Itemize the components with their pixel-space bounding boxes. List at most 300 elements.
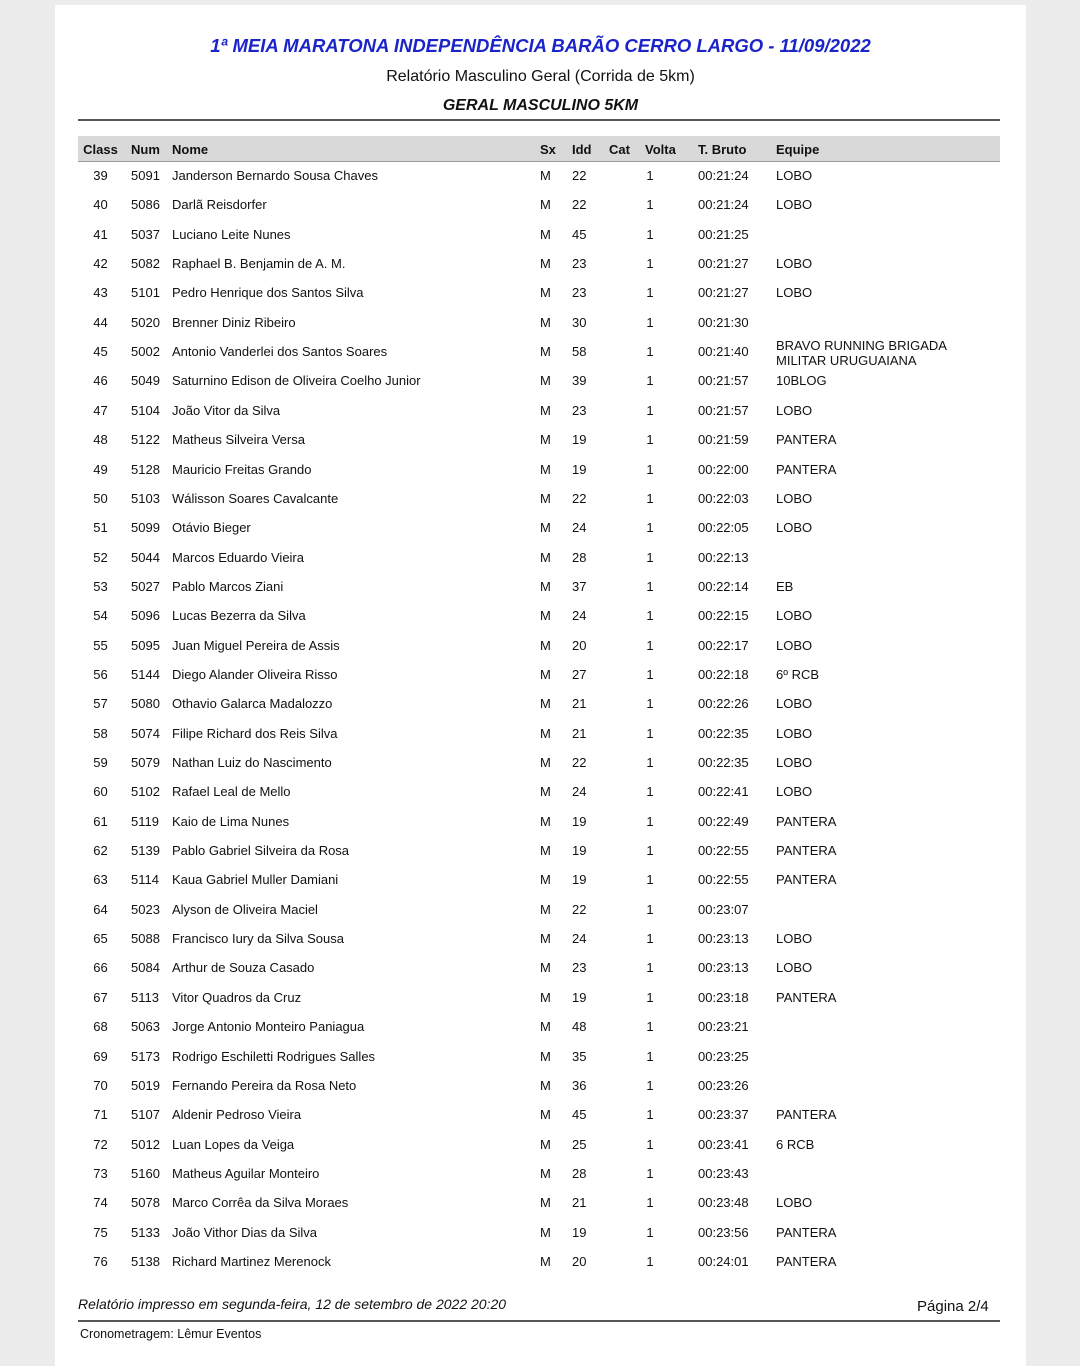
table-row [78,1013,1000,1042]
header-nome: Nome [172,142,209,157]
cell-bruto: 00:22:55 [698,872,749,888]
cell-volta: 1 [646,168,654,183]
cell-equipe: LOBO [776,402,813,418]
cell-nome: Matheus Silveira Versa [172,432,305,448]
cell-idd: 23 [572,256,587,272]
cell-bruto: 00:22:35 [698,725,749,741]
cell-equipe: LOBO [776,960,813,976]
table-row [78,602,1000,631]
cell-num: 5078 [131,1195,160,1211]
cell-nome: Janderson Bernardo Sousa Chaves [172,168,378,183]
cell-nome: Lucas Bezerra da Silva [172,608,306,624]
cell-num: 5114 [131,872,159,888]
cell-idd: 19 [572,813,587,829]
cell-class: 45 [93,344,108,360]
cell-sx: M [540,872,551,888]
cell-equipe: LOBO [776,285,813,301]
cell-idd: 45 [572,1107,587,1123]
cell-bruto: 00:23:21 [698,1019,749,1035]
cell-volta: 1 [646,1253,654,1269]
table-row [78,1131,1000,1160]
cell-idd: 21 [572,725,587,741]
cell-num: 5122 [131,432,160,448]
cell-sx: M [540,549,551,565]
cell-class: 57 [93,696,108,712]
cell-nome: Pedro Henrique dos Santos Silva [172,285,364,301]
table-row [78,984,1000,1013]
table-row [78,221,1000,250]
cell-volta: 1 [646,1107,654,1123]
cell-num: 5099 [131,520,160,536]
table-row [78,309,1000,338]
cell-sx: M [540,314,551,330]
cell-nome: Matheus Aguilar Monteiro [172,1165,320,1181]
table-row [78,1189,1000,1218]
cell-idd: 21 [572,696,587,712]
cell-sx: M [540,578,551,594]
cell-class: 55 [93,637,108,653]
cell-idd: 25 [572,1136,587,1152]
cell-bruto: 00:21:24 [698,168,749,183]
cell-bruto: 00:22:14 [698,578,749,594]
cell-class: 51 [93,520,108,536]
cell-bruto: 00:21:24 [698,197,749,213]
cell-num: 5173 [131,1048,160,1064]
cell-num: 5113 [131,989,159,1005]
cell-sx: M [540,1107,551,1123]
table-row [78,720,1000,749]
header-bruto: T. Bruto [698,142,747,157]
cell-sx: M [540,520,551,536]
table-row [78,896,1000,925]
cell-equipe: PANTERA [776,843,837,859]
cell-nome: Othavio Galarca Madalozzo [172,696,333,712]
cell-bruto: 00:23:26 [698,1077,749,1093]
cell-nome: Mauricio Freitas Grando [172,461,312,477]
cell-sx: M [540,226,551,242]
cell-nome: Fernando Pereira da Rosa Neto [172,1077,357,1093]
table-row [78,1101,1000,1130]
report-page [55,5,1026,1366]
cell-nome: Juan Miguel Pereira de Assis [172,637,340,653]
cell-idd: 36 [572,1077,587,1093]
cell-nome: João Vitor da Silva [172,402,281,418]
cell-sx: M [540,1077,551,1093]
cell-class: 39 [93,168,108,183]
cell-nome: Wálisson Soares Cavalcante [172,490,339,506]
table-row [78,1072,1000,1101]
cell-volta: 1 [646,1136,654,1152]
cell-idd: 30 [572,314,587,330]
cell-sx: M [540,197,551,213]
report-subtitle: Relatório Masculino Geral (Corrida de 5km) [386,68,695,85]
cell-equipe: LOBO [776,1195,813,1211]
cell-class: 50 [93,490,108,506]
cell-volta: 1 [646,520,654,536]
table-row [78,514,1000,543]
table-header [78,136,1000,162]
cell-equipe: LOBO [776,608,813,624]
cell-class: 65 [93,931,108,947]
cell-bruto: 00:21:40 [698,344,749,360]
cell-bruto: 00:22:26 [698,696,749,712]
cell-idd: 19 [572,843,587,859]
cell-class: 63 [93,872,108,888]
cell-volta: 1 [646,285,654,301]
cell-nome: João Vithor Dias da Silva [172,1224,318,1240]
cell-num: 5019 [131,1077,160,1093]
cell-nome: Luciano Leite Nunes [172,226,291,242]
table-row [78,837,1000,866]
cell-sx: M [540,666,551,682]
cell-nome: Marcos Eduardo Vieira [172,549,304,565]
cell-sx: M [540,608,551,624]
table-row [78,456,1000,485]
cell-nome: Raphael B. Benjamin de A. M. [172,256,346,272]
cell-idd: 19 [572,989,587,1005]
table-row [78,661,1000,690]
table-row [78,1043,1000,1072]
cell-num: 5023 [131,901,160,917]
cell-bruto: 00:21:27 [698,285,749,301]
table-row [78,632,1000,661]
cell-class: 47 [93,402,108,418]
cell-nome: Pablo Marcos Ziani [172,578,284,594]
cell-class: 72 [93,1136,108,1152]
cell-volta: 1 [646,843,654,859]
cell-class: 73 [93,1165,108,1181]
cell-idd: 28 [572,549,587,565]
cell-idd: 22 [572,755,587,770]
cell-class: 56 [93,666,108,682]
cell-idd: 45 [572,226,587,242]
cell-sx: M [540,1165,551,1181]
cell-bruto: 00:23:37 [698,1107,749,1123]
cell-idd: 20 [572,1253,587,1269]
cell-volta: 1 [646,373,654,389]
cell-sx: M [540,256,551,272]
cell-volta: 1 [646,725,654,741]
cell-idd: 22 [572,197,587,213]
cell-class: 59 [93,755,108,770]
cell-num: 5104 [131,402,160,418]
cell-volta: 1 [646,344,654,360]
cell-idd: 28 [572,1165,587,1181]
cell-idd: 58 [572,344,587,360]
cell-idd: 23 [572,285,587,301]
cell-num: 5063 [131,1019,160,1035]
cell-idd: 24 [572,931,587,947]
cell-num: 5102 [131,784,160,800]
cell-sx: M [540,755,551,770]
cell-class: 41 [93,226,108,242]
cell-bruto: 00:21:59 [698,432,749,448]
cell-sx: M [540,696,551,712]
cell-bruto: 00:23:07 [698,901,749,917]
header-sx: Sx [540,142,556,157]
cell-nome: Francisco Iury da Silva Sousa [172,931,344,947]
cell-num: 5012 [131,1136,160,1152]
cell-bruto: 00:22:13 [698,549,749,565]
cell-num: 5091 [131,168,160,183]
cell-sx: M [540,784,551,800]
cell-sx: M [540,1019,551,1035]
cell-bruto: 00:23:41 [698,1136,749,1152]
cell-volta: 1 [646,314,654,330]
cell-bruto: 00:21:57 [698,373,749,389]
cell-volta: 1 [646,666,654,682]
cell-class: 60 [93,784,108,800]
cell-equipe: 6 RCB [776,1136,815,1152]
cell-bruto: 00:23:13 [698,960,749,976]
cell-nome: Pablo Gabriel Silveira da Rosa [172,843,350,859]
cell-equipe: PANTERA [776,432,837,448]
cell-idd: 19 [572,1224,587,1240]
cell-sx: M [540,931,551,947]
cell-equipe: LOBO [776,168,813,183]
cell-volta: 1 [646,608,654,624]
header-equipe: Equipe [776,142,820,157]
cell-volta: 1 [646,1048,654,1064]
cell-idd: 20 [572,637,587,653]
cell-equipe: PANTERA [776,1253,837,1269]
cell-volta: 1 [646,402,654,418]
cell-num: 5080 [131,696,160,712]
cell-class: 46 [93,373,108,389]
cell-sx: M [540,843,551,859]
cell-equipe: PANTERA [776,461,837,477]
cell-equipe: PANTERA [776,813,837,829]
report-title: 1ª MEIA MARATONA INDEPENDÊNCIA BARÃO CERRO LARGO - 11/09/2022 [210,35,871,56]
cell-num: 5027 [131,578,160,594]
cell-num: 5095 [131,637,160,653]
cell-volta: 1 [646,1195,654,1211]
cell-num: 5101 [131,285,160,301]
table-row [78,426,1000,455]
cell-class: 68 [93,1019,108,1035]
cell-equipe: EB [776,578,794,594]
cell-sx: M [540,960,551,976]
cell-idd: 27 [572,666,587,682]
cell-volta: 1 [646,1224,654,1240]
cell-num: 5086 [131,197,160,213]
cell-idd: 21 [572,1195,587,1211]
table-row [78,1219,1000,1248]
cell-nome: Alyson de Oliveira Maciel [172,901,318,917]
cell-volta: 1 [646,256,654,272]
cell-bruto: 00:22:05 [698,520,749,536]
header-cat: Cat [609,142,630,157]
cell-nome: Rodrigo Eschiletti Rodrigues Salles [172,1048,376,1064]
cell-sx: M [540,989,551,1005]
cell-bruto: 00:22:55 [698,843,749,859]
cell-bruto: 00:24:01 [698,1253,749,1269]
cell-bruto: 00:22:03 [698,490,749,506]
cell-num: 5037 [131,226,160,242]
cell-bruto: 00:21:57 [698,402,749,418]
table-row [78,250,1000,279]
cell-num: 5082 [131,256,160,272]
cell-class: 64 [93,901,108,917]
cell-equipe: LOBO [776,931,813,947]
cell-sx: M [540,432,551,448]
cell-bruto: 00:23:43 [698,1165,749,1181]
cell-class: 66 [93,960,108,976]
cell-num: 5144 [131,666,160,682]
cell-class: 48 [93,432,108,448]
table-row [78,925,1000,954]
cell-idd: 48 [572,1019,587,1035]
cell-bruto: 00:21:30 [698,314,749,330]
cell-class: 75 [93,1224,108,1240]
header-idd: Idd [572,142,592,157]
cell-nome: Rafael Leal de Mello [172,784,291,800]
cell-equipe: LOBO [776,696,813,712]
cell-num: 5079 [131,755,160,770]
cell-volta: 1 [646,872,654,888]
cell-volta: 1 [646,784,654,800]
cell-sx: M [540,344,551,360]
cell-equipe: PANTERA [776,1224,837,1240]
cell-bruto: 00:22:15 [698,608,749,624]
cell-num: 5074 [131,725,160,741]
cell-sx: M [540,490,551,506]
cell-class: 52 [93,549,108,565]
table-row [78,573,1000,602]
cell-equipe: 6º RCB [776,666,820,682]
cell-volta: 1 [646,960,654,976]
section-title: GERAL MASCULINO 5KM [442,97,639,114]
cell-class: 49 [93,461,108,477]
cell-volta: 1 [646,490,654,506]
cell-nome: Brenner Diniz Ribeiro [172,314,296,330]
cell-idd: 23 [572,402,587,418]
cell-equipe: PANTERA [776,989,837,1005]
cell-volta: 1 [646,197,654,213]
cell-idd: 39 [572,373,587,389]
cell-nome: Aldenir Pedroso Vieira [172,1107,302,1123]
cell-class: 69 [93,1048,108,1064]
cell-num: 5139 [131,843,160,859]
cell-bruto: 00:21:25 [698,226,749,242]
cell-num: 5002 [131,344,160,360]
cell-volta: 1 [646,1165,654,1181]
cell-sx: M [540,637,551,653]
cell-num: 5128 [131,461,160,477]
cell-class: 42 [93,256,108,272]
cell-sx: M [540,1224,551,1240]
cell-sx: M [540,725,551,741]
cell-equipe: BRAVO RUNNING BRIGADA MILITAR URUGUAIANA [776,338,947,369]
cell-sx: M [540,168,551,183]
cell-bruto: 00:23:56 [698,1224,749,1240]
cell-nome: Antonio Vanderlei dos Santos Soares [172,344,388,360]
cell-class: 40 [93,197,108,213]
cell-nome: Kaio de Lima Nunes [172,813,290,829]
cell-class: 67 [93,989,108,1005]
cell-class: 54 [93,608,108,624]
cell-volta: 1 [646,432,654,448]
table-row [78,1160,1000,1189]
cell-sx: M [540,461,551,477]
table-row [78,279,1000,308]
cell-nome: Darlã Reisdorfer [172,197,267,213]
cell-idd: 19 [572,461,587,477]
cell-equipe: LOBO [776,637,813,653]
cell-bruto: 00:22:49 [698,813,749,829]
table-row [78,338,1000,367]
cell-equipe: PANTERA [776,872,837,888]
cell-equipe: LOBO [776,197,813,213]
cell-volta: 1 [646,813,654,829]
cell-num: 5084 [131,960,160,976]
cell-num: 5096 [131,608,160,624]
cell-class: 74 [93,1195,108,1211]
cell-num: 5133 [131,1224,160,1240]
cell-volta: 1 [646,578,654,594]
header-num: Num [131,142,160,157]
cell-nome: Jorge Antonio Monteiro Paniagua [172,1019,365,1035]
cell-class: 44 [93,314,108,330]
cell-volta: 1 [646,549,654,565]
cell-class: 71 [93,1107,108,1123]
cell-volta: 1 [646,637,654,653]
cell-sx: M [540,1195,551,1211]
cell-nome: Filipe Richard dos Reis Silva [172,725,338,741]
cell-class: 61 [93,813,108,829]
cell-class: 62 [93,843,108,859]
cell-equipe: LOBO [776,520,813,536]
table-row [78,954,1000,983]
cell-volta: 1 [646,931,654,947]
cell-sx: M [540,285,551,301]
cell-volta: 1 [646,989,654,1005]
cell-nome: Saturnino Edison de Oliveira Coelho Junior [172,373,421,389]
cell-nome: Luan Lopes da Veiga [172,1136,295,1152]
cell-volta: 1 [646,1077,654,1093]
cell-sx: M [540,402,551,418]
cell-nome: Nathan Luiz do Nascimento [172,755,332,770]
cell-idd: 24 [572,608,587,624]
cell-idd: 23 [572,960,587,976]
cell-idd: 22 [572,490,587,506]
cell-equipe: LOBO [776,256,813,272]
cell-bruto: 00:22:35 [698,755,749,770]
cell-bruto: 00:23:18 [698,989,749,1005]
cell-class: 70 [93,1077,108,1093]
cell-bruto: 00:22:00 [698,461,749,477]
cell-sx: M [540,1048,551,1064]
bottom-divider [78,1320,1000,1322]
cell-idd: 19 [572,872,587,888]
table-row [78,485,1000,514]
cell-class: 43 [93,285,108,301]
top-divider [78,119,1000,121]
cell-num: 5088 [131,931,160,947]
table-row [78,1248,1000,1277]
cell-equipe: LOBO [776,490,813,506]
cell-bruto: 00:21:27 [698,256,749,272]
table-row [78,808,1000,837]
cell-num: 5160 [131,1165,160,1181]
cell-volta: 1 [646,1019,654,1035]
table-row [78,749,1000,778]
cell-volta: 1 [646,226,654,242]
cell-num: 5049 [131,373,160,389]
cell-nome: Otávio Bieger [172,520,251,536]
cell-idd: 22 [572,168,587,183]
cell-bruto: 00:23:13 [698,931,749,947]
